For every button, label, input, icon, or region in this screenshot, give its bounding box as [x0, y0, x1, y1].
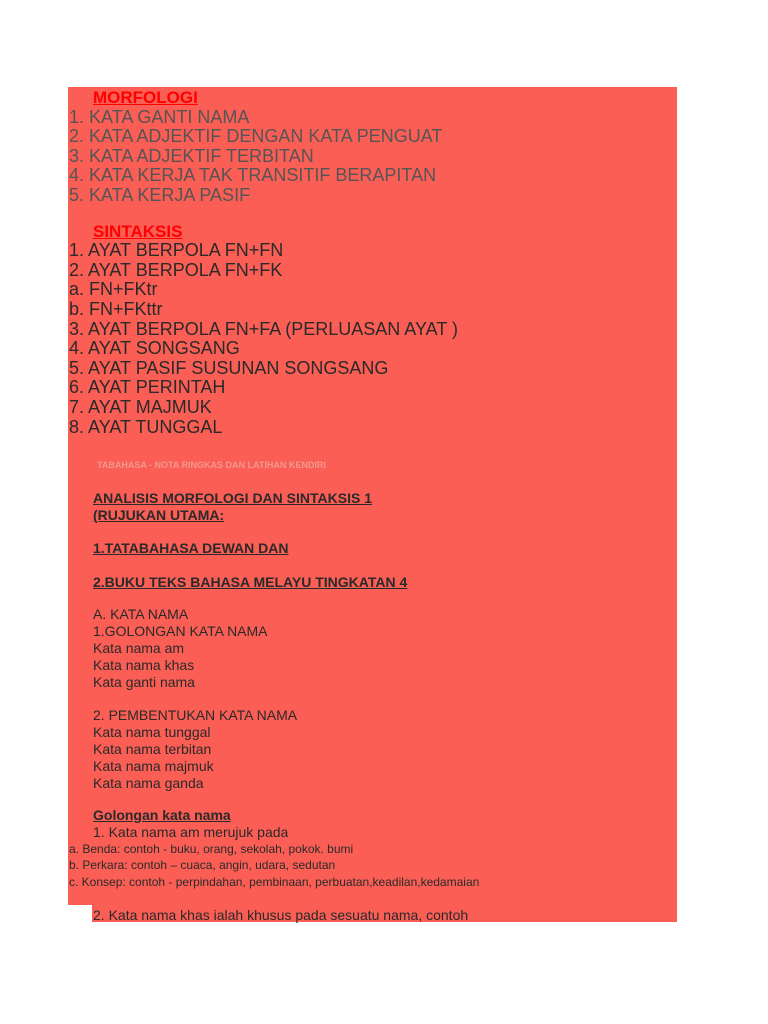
sintaksis-item: 3. AYAT BERPOLA FN+FA (PERLUASAN AYAT )	[69, 319, 458, 339]
list-item: Kata nama am	[93, 640, 185, 656]
sub-item: b. Perkara: contoh – cuaca, angin, udara, sedutan	[69, 858, 336, 872]
sintaksis-heading: SINTAKSIS	[93, 222, 183, 241]
list-item: Kata nama terbitan	[93, 741, 212, 757]
sintaksis-item: 2. AYAT BERPOLA FN+FK	[69, 260, 283, 280]
faint-subtitle: TABAHASA - NOTA RINGKAS DAN LATIHAN KENDIRI	[97, 460, 326, 470]
list-item: Kata nama tunggal	[93, 724, 211, 740]
sintaksis-item: 8. AYAT TUNGGAL	[69, 417, 223, 437]
sub-item: c. Konsep: contoh - perpindahan, pembinaan, perbuatan,keadilan,kedamaian	[69, 875, 480, 889]
list-item: Kata ganti nama	[93, 674, 195, 690]
morfologi-item: 2. KATA ADJEKTIF DENGAN KATA PENGUAT	[69, 126, 443, 146]
list-item: Kata nama ganda	[93, 775, 204, 791]
morfologi-item: 1. KATA GANTI NAMA	[69, 107, 250, 127]
sintaksis-item: 5. AYAT PASIF SUSUNAN SONGSANG	[69, 358, 389, 378]
section-heading: A. KATA NAMA	[93, 606, 189, 622]
list-item: Kata nama majmuk	[93, 758, 214, 774]
analisis-title: (RUJUKAN UTAMA:	[93, 507, 225, 523]
sintaksis-item: 4. AYAT SONGSANG	[69, 338, 240, 358]
sintaksis-item: 6. AYAT PERINTAH	[69, 377, 226, 397]
list-item: Kata nama khas	[93, 657, 195, 673]
morfologi-item: 3. KATA ADJEKTIF TERBITAN	[69, 146, 314, 166]
sintaksis-item: b. FN+FKttr	[69, 299, 163, 319]
morfologi-item: 5. KATA KERJA PASIF	[69, 185, 251, 205]
subsection-heading: 1.GOLONGAN KATA NAMA	[93, 623, 268, 639]
subsection-heading: 2. PEMBENTUKAN KATA NAMA	[93, 707, 298, 723]
reference-item: 2.BUKU TEKS BAHASA MELAYU TINGKATAN 4	[93, 574, 408, 590]
sintaksis-item: 7. AYAT MAJMUK	[69, 397, 212, 417]
sintaksis-item: a. FN+FKtr	[69, 279, 158, 299]
point-item: 2. Kata nama khas ialah khusus pada sesuatu nama, contoh	[93, 907, 469, 923]
morfologi-heading: MORFOLOGI	[93, 88, 198, 107]
reference-item: 1.TATABAHASA DEWAN DAN	[93, 540, 289, 556]
golongan-heading: Golongan kata nama	[93, 807, 231, 823]
sub-item: a. Benda: contoh - buku, orang, sekolah, pokok. bumi	[69, 842, 354, 856]
point-item: 1. Kata nama am merujuk pada	[93, 824, 289, 840]
sintaksis-item: 1. AYAT BERPOLA FN+FN	[69, 240, 284, 260]
analisis-title: ANALISIS MORFOLOGI DAN SINTAKSIS 1	[93, 490, 372, 506]
morfologi-item: 4. KATA KERJA TAK TRANSITIF BERAPITAN	[69, 165, 437, 185]
